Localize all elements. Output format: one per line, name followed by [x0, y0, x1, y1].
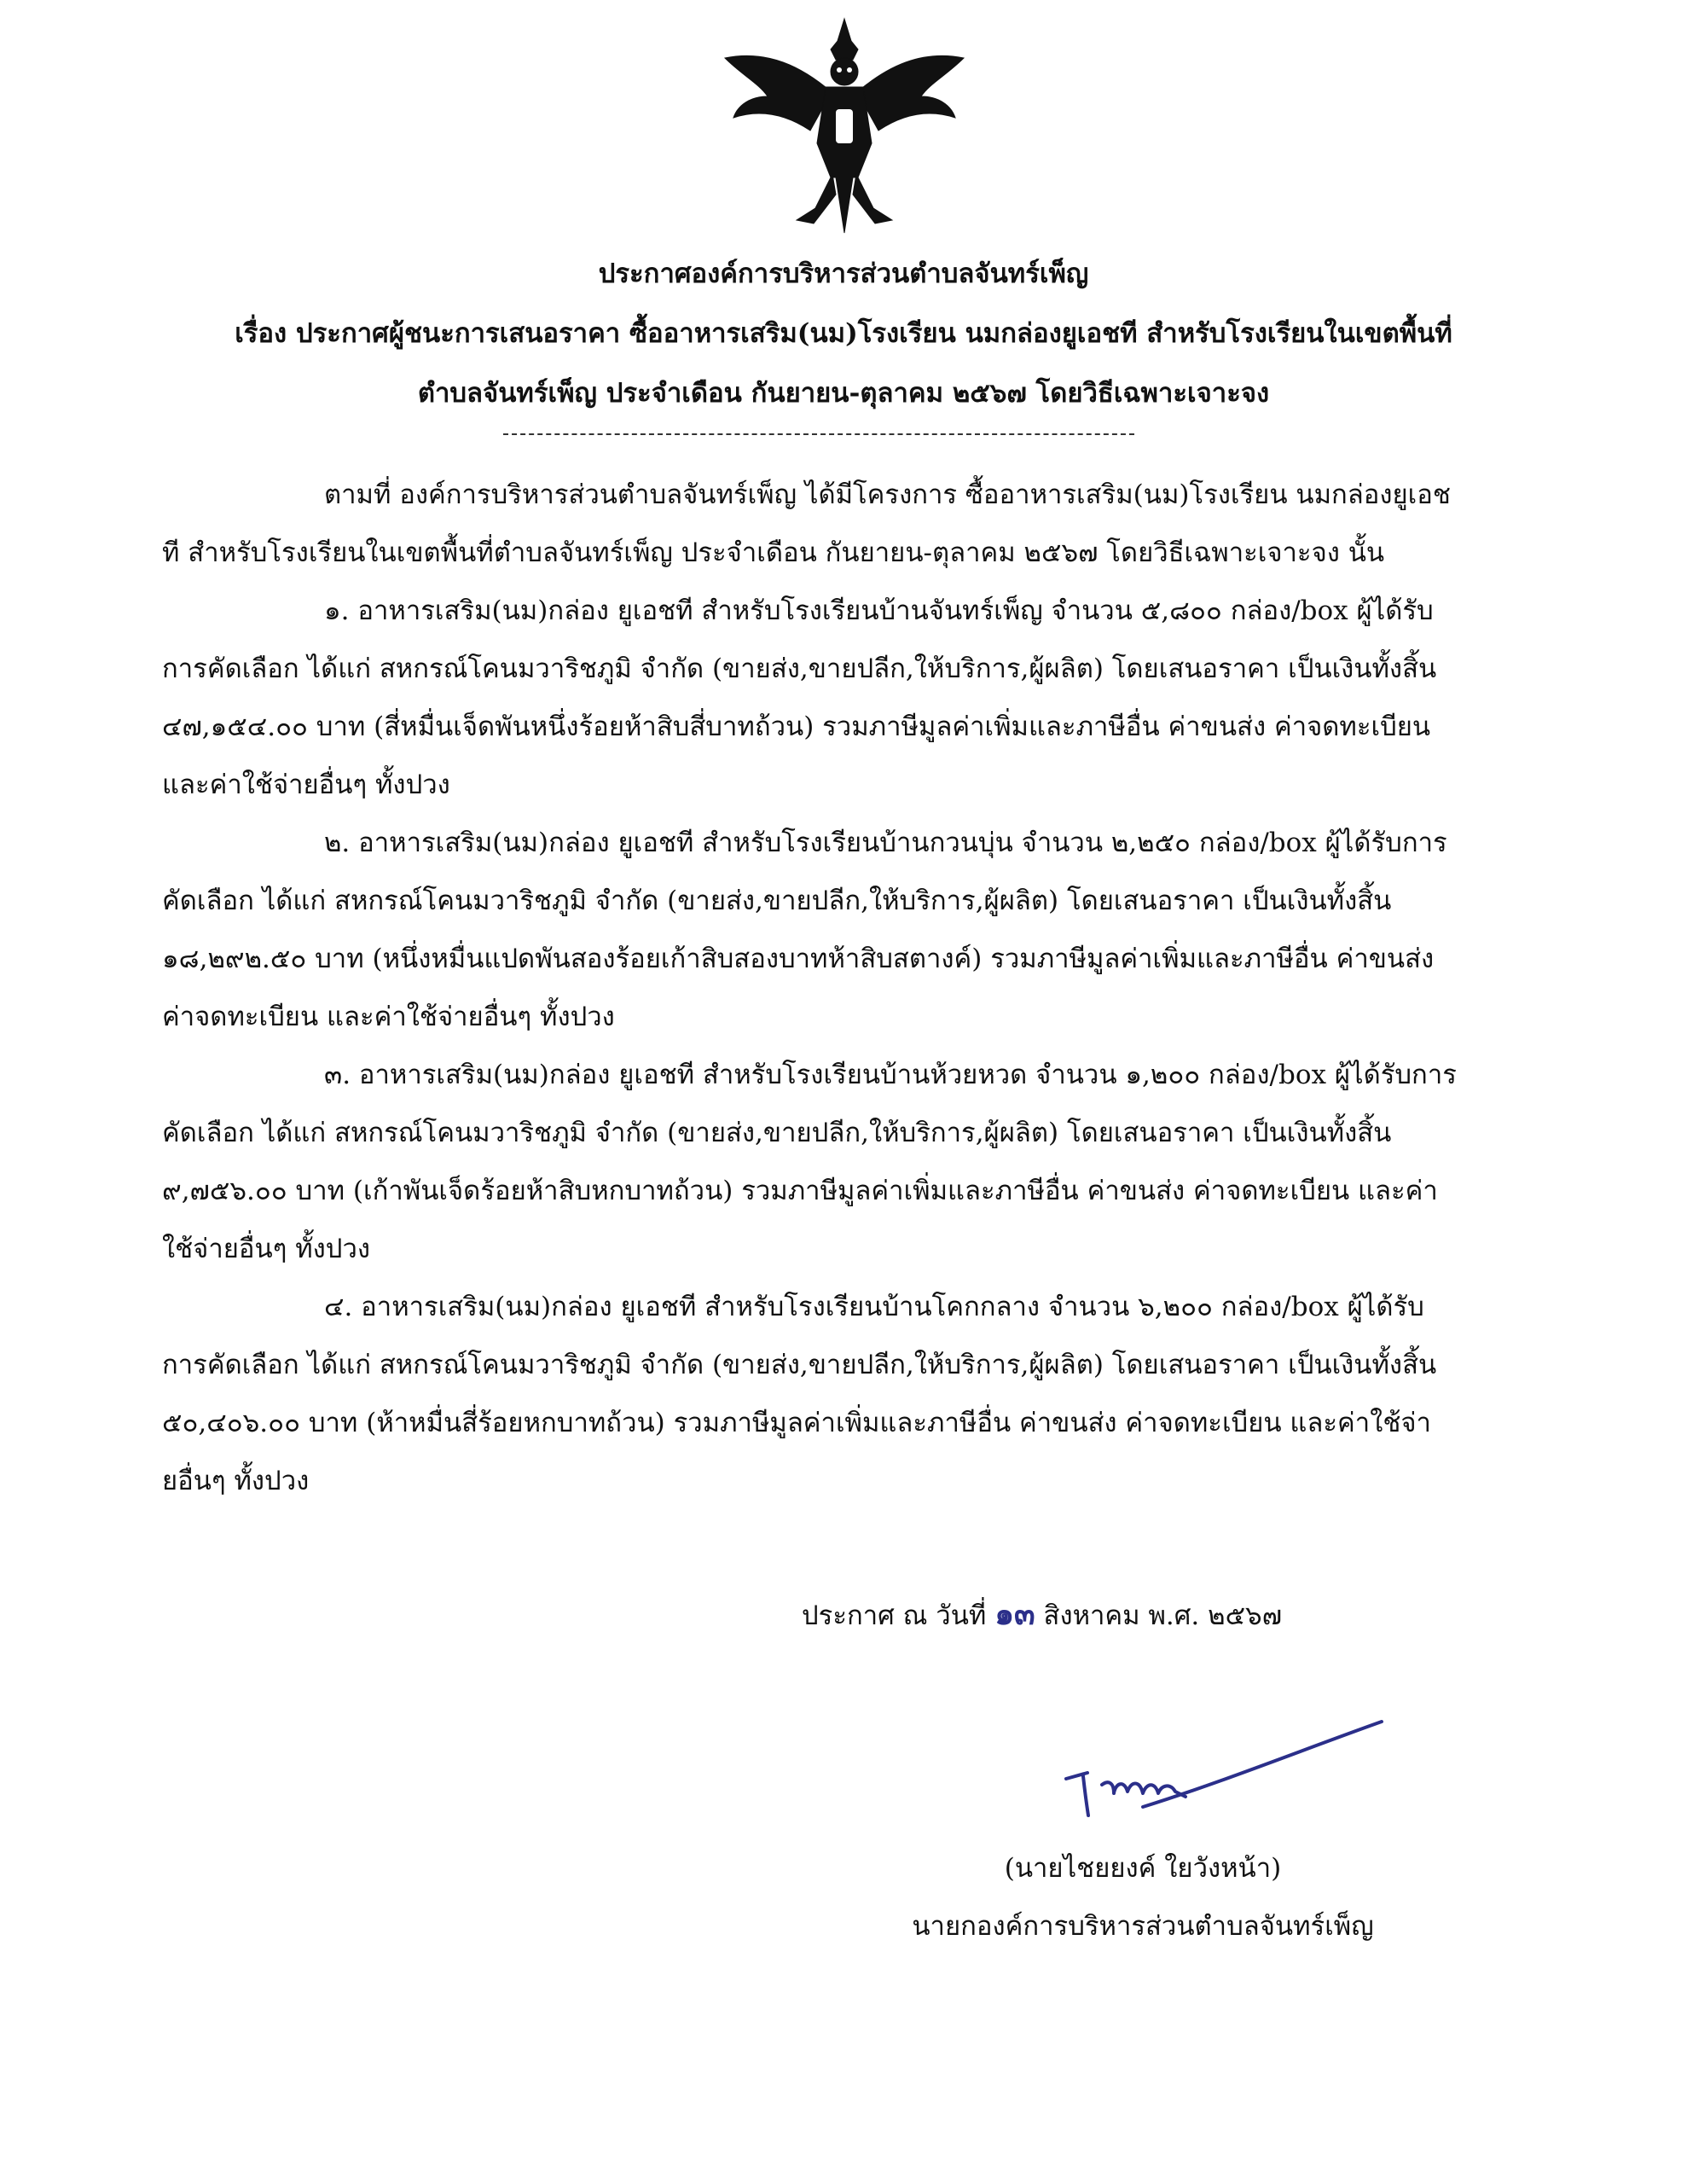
signatory-position: นายกองค์การบริหารส่วนตำบลจันทร์เพ็ญ: [912, 1911, 1374, 1942]
winner-item-4: ๔. อาหารเสริม(นม)กล่อง ยูเอชที สำหรับโรงเรียนบ้านโคกกลาง จำนวน ๖,๒๐๐ กล่อง/box ผู้ได้รับการคัดเลือก ได้แก่ สหกรณ์โคนมวาริชภูมิ จำกัด (ขายส่ง,ขายปลีก,ให้บริการ,ผู้ผลิต) โดยเสนอราคา เป็นเงินทั้งสิ้น ๕๐,๔๐๖.๐๐ บาท (ห้าหมื่นสี่ร้อยหกบาทถ้วน) รวมภาษีมูลค่าเพิ่มและภาษีอื่น ค่าขนส่ง ค่าจดทะเบียน และค่าใช้จ่ายอื่นๆ ทั้งปวง: [162, 1292, 1437, 1496]
winner-item-1: ๑. อาหารเสริม(นม)กล่อง ยูเอชที สำหรับโรงเรียนบ้านจันทร์เพ็ญ จำนวน ๕,๘๐๐ กล่อง/box ผู้ได้รับการคัดเลือก ได้แก่ สหกรณ์โคนมวาริชภูมิ จำกัด (ขายส่ง,ขายปลีก,ให้บริการ,ผู้ผลิต) โดยเสนอราคา เป็นเงินทั้งสิ้น ๔๗,๑๕๔.๐๐ บาท (สี่หมื่นเจ็ดพันหนึ่งร้อยห้าสิบสี่บาทถ้วน) รวมภาษีมูลค่าเพิ่มและภาษีอื่น ค่าขนส่ง ค่าจดทะเบียน และค่าใช้จ่ายอื่นๆ ทั้งปวง: [162, 595, 1437, 800]
intro-paragraph: ตามที่ องค์การบริหารส่วนตำบลจันทร์เพ็ญ ได้มีโครงการ ซื้ออาหารเสริม(นม)โรงเรียน นมกล่องยูเอชที สำหรับโรงเรียนในเขตพื้นที่ตำบลจันทร์เพ็ญ ประจำเดือน กันยายน-ตุลาคม ๒๕๖๗ โดยวิธีเฉพาะเจาะจง นั้น: [162, 479, 1451, 568]
announcement-title: ประกาศองค์การบริหารส่วนตำบลจันทร์เพ็ญ: [598, 258, 1089, 289]
document-body: [162, 466, 1458, 1510]
winner-item-3: ๓. อาหารเสริม(นม)กล่อง ยูเอชที สำหรับโรงเรียนบ้านห้วยหวด จำนวน ๑,๒๐๐ กล่อง/box ผู้ได้รับการคัดเลือก ได้แก่ สหกรณ์โคนมวาริชภูมิ จำกัด (ขายส่ง,ขายปลีก,ให้บริการ,ผู้ผลิต) โดยเสนอราคา เป็นเงินทั้งสิ้น ๙,๗๕๖.๐๐ บาท (เก้าพันเจ็ดร้อยห้าสิบหกบาทถ้วน) รวมภาษีมูลค่าเพิ่มและภาษีอื่น ค่าขนส่ง ค่าจดทะเบียน และค่าใช้จ่ายอื่นๆ ทั้งปวง: [162, 1060, 1457, 1264]
dashed-divider: [503, 433, 1134, 435]
announcement-date: [802, 1589, 1399, 1641]
title-block: [154, 244, 1533, 423]
garuda-emblem-icon: [708, 15, 981, 237]
winner-item-2: ๒. อาหารเสริม(นม)กล่อง ยูเอชที สำหรับโรงเรียนบ้านกวนบุ่น จำนวน ๒,๒๕๐ กล่อง/box ผู้ได้รับการคัดเลือก ได้แก่ สหกรณ์โคนมวาริชภูมิ จำกัด (ขายส่ง,ขายปลีก,ให้บริการ,ผู้ผลิต) โดยเสนอราคา เป็นเงินทั้งสิ้น ๑๘,๒๙๒.๕๐ บาท (หนึ่งหมื่นแปดพันสองร้อยเก้าสิบสองบาทห้าสิบสตางค์) รวมภาษีมูลค่าเพิ่มและภาษีอื่น ค่าขนส่ง ค่าจดทะเบียน และค่าใช้จ่ายอื่นๆ ทั้งปวง: [162, 828, 1447, 1032]
date-prefix: ประกาศ ณ วันที่: [802, 1600, 987, 1631]
handwritten-signature-icon: [1049, 1715, 1390, 1834]
date-month-year: สิงหาคม พ.ศ. ๒๕๖๗: [1043, 1600, 1283, 1631]
date-day: ๑๓: [994, 1596, 1035, 1632]
signatory-name: (นายไชยยงค์ ใยวังหน้า): [1004, 1853, 1282, 1884]
subject-line-2: ตำบลจันทร์เพ็ญ ประจำเดือน กันยายน-ตุลาคม ๒๕๖๗ โดยวิธีเฉพาะเจาะจง: [417, 378, 1270, 409]
subject-line-1: เรื่อง ประกาศผู้ชนะการเสนอราคา ซื้ออาหารเสริม(นม)โรงเรียน นมกล่องยูเอชที สำหรับโรงเรียนในเขตพื้นที่: [235, 318, 1452, 349]
